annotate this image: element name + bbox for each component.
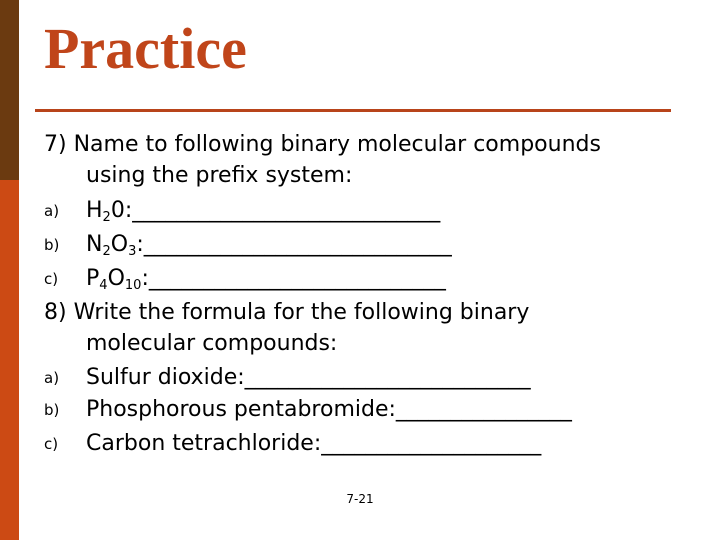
page-number: 7-21 bbox=[346, 492, 374, 506]
list-label: b) bbox=[44, 401, 60, 419]
question-8-line-2: molecular compounds: bbox=[86, 331, 338, 356]
question-8-line-1: 8) Write the formula for the following binary bbox=[44, 300, 530, 325]
q7-item-b bbox=[44, 228, 684, 262]
compound-name: Phosphorous pentabromide: bbox=[86, 397, 396, 422]
q7-item-a bbox=[44, 194, 684, 228]
list-label: b) bbox=[44, 236, 60, 254]
answer-blank: ____________________ bbox=[321, 431, 542, 456]
q8-item-a bbox=[44, 361, 684, 395]
answer-blank: ____________________________ bbox=[143, 232, 452, 257]
q8-item-b bbox=[44, 393, 684, 427]
list-label: a) bbox=[44, 369, 60, 387]
page-title: Practice bbox=[44, 16, 247, 81]
q8-item-c bbox=[44, 427, 684, 461]
formula: $P_4O_{10}:\_\_\_\_\_\_\_\_\_\_\_\_\_\_\_\_\_\_\_\_\_\_\_\_\_\_\_$ bbox=[86, 266, 446, 293]
sidebar-dark-bar bbox=[0, 0, 19, 180]
question-7-line-2: using the prefix system: bbox=[86, 163, 353, 188]
compound-name: Carbon tetrachloride: bbox=[86, 431, 322, 456]
answer-blank: __________________________ bbox=[244, 365, 531, 390]
q7-item-c bbox=[44, 262, 684, 296]
answer-blank: ________________ bbox=[395, 397, 572, 422]
list-label: a) bbox=[44, 202, 60, 220]
formula: $N_2O_3:\_\_\_\_\_\_\_\_\_\_\_\_\_\_\_\_\_\_\_\_\_\_\_\_\_\_\_\_$ bbox=[86, 232, 452, 259]
sidebar-orange-bar bbox=[0, 180, 19, 540]
list-label: c) bbox=[44, 270, 59, 288]
formula: $H_20:\_\_\_\_\_\_\_\_\_\_\_\_\_\_\_\_\_\_\_\_\_\_\_\_\_\_\_\_$ bbox=[86, 198, 441, 225]
answer-blank: ____________________________ bbox=[132, 198, 441, 223]
answer-blank: ___________________________ bbox=[148, 266, 446, 291]
compound-name: Sulfur dioxide: bbox=[86, 365, 245, 390]
list-label: c) bbox=[44, 435, 59, 453]
title-underline bbox=[35, 109, 671, 112]
question-7-line-1: 7) Name to following binary molecular compounds bbox=[44, 132, 601, 157]
